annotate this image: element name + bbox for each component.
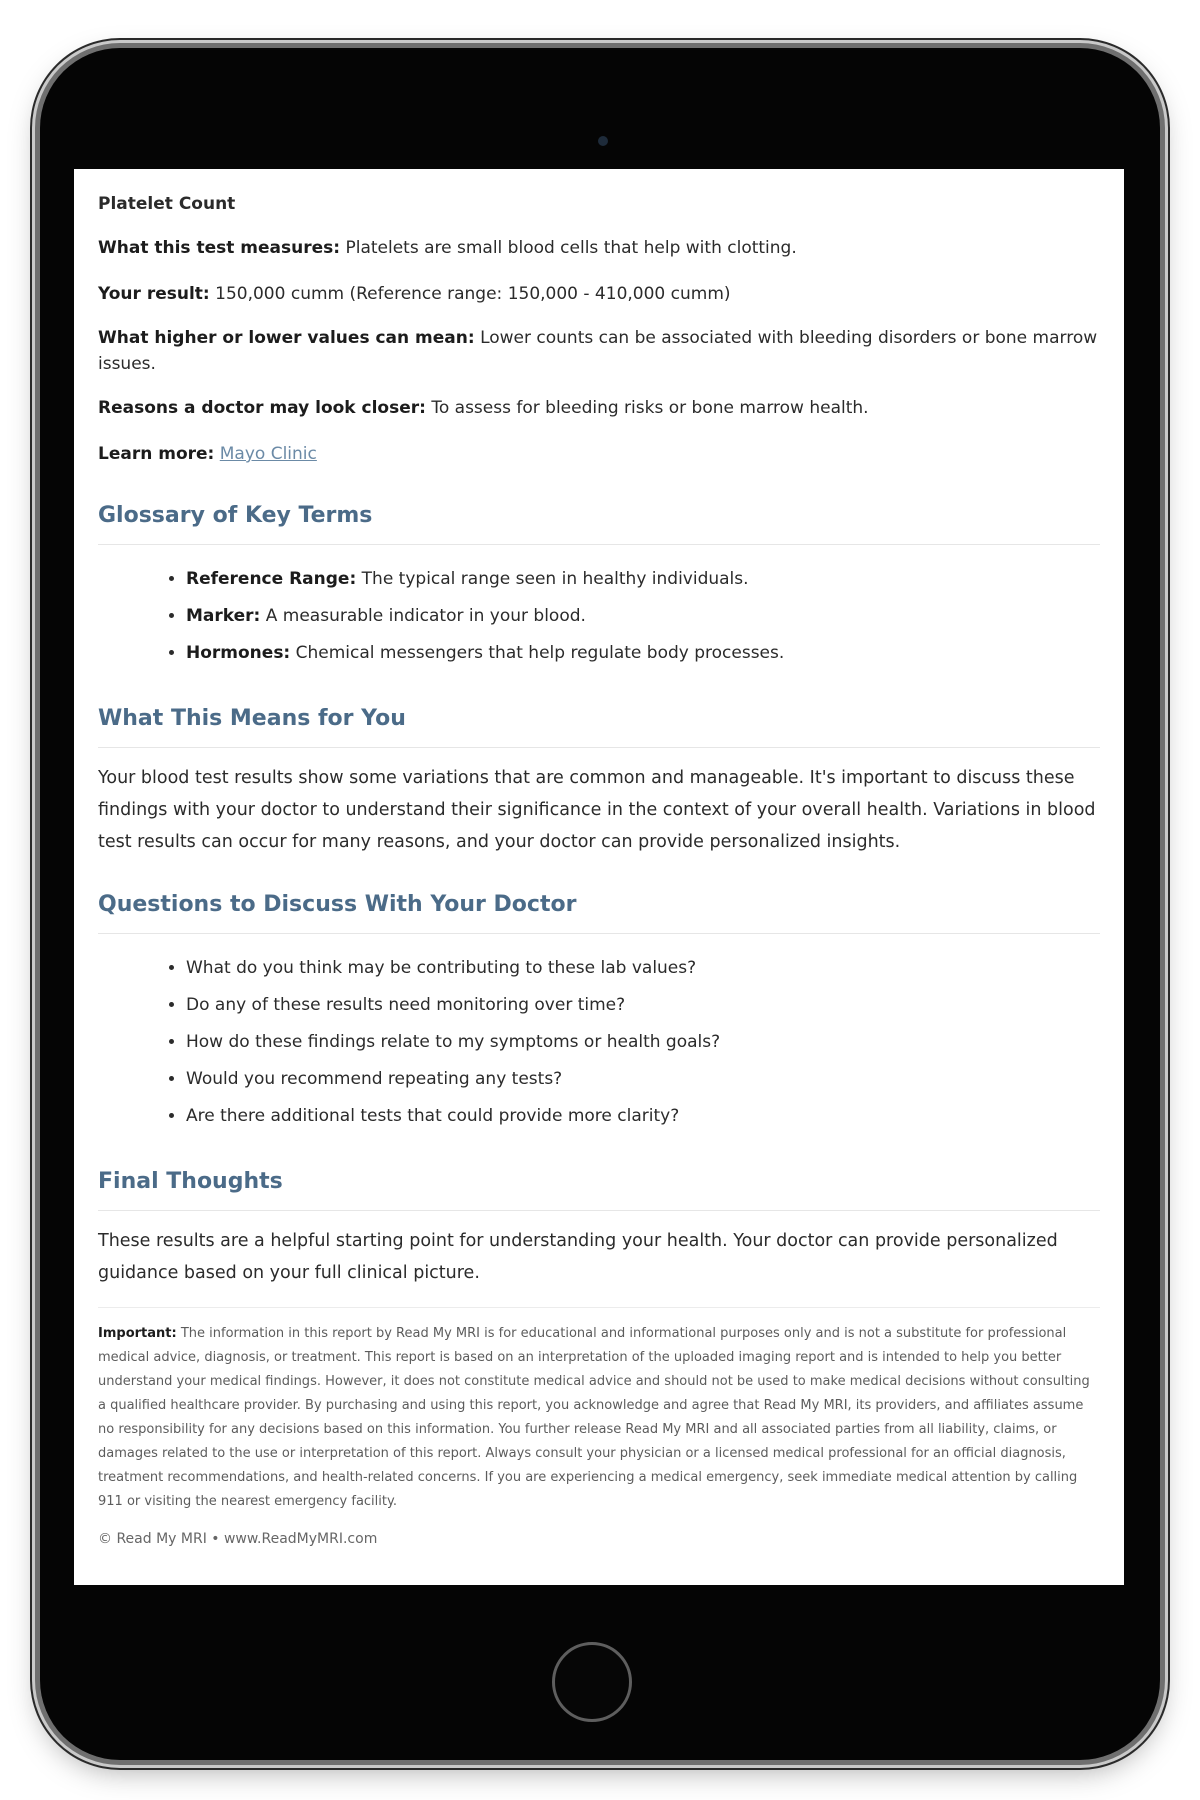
reasons-label: Reasons a doctor may look closer: [98,398,426,418]
platelet-reasons [98,393,1100,423]
meaning-label: What higher or lower values can mean: [98,328,475,348]
list-item [186,561,1100,598]
glossary-desc: Chemical messengers that help regulate body processes. [295,643,785,663]
platelet-measures [98,233,1100,263]
glossary-list [98,561,1100,672]
platelet-meaning [98,325,1100,377]
glossary-term: Reference Range: [186,569,357,589]
final-paragraph: These results are a helpful starting point for understanding your health. Your doctor can provide personalized guidance based on your full clinical picture. [98,1231,1058,1283]
list-item [186,635,1100,672]
disclaimer [98,1307,1100,1514]
list-item: • Do any of these results need monitoring over time? [186,987,1100,1024]
glossary-heading: Glossary of Key Terms [98,503,1100,545]
tablet-frame [40,48,1160,1760]
tablet-screen[interactable] [74,169,1124,1585]
list-item [186,598,1100,635]
reasons-text: To assess for bleeding risks or bone marrow health. [431,398,869,418]
questions-list [98,950,1100,1135]
meaning-text: Lower counts can be associated with bleeding disorders or bone marrow issues. [98,328,1098,374]
camera-dot [598,136,608,146]
platelet-title: Platelet Count [98,194,236,214]
footer-copyright: © Read My MRI • www.ReadMyMRI.com [98,1531,378,1547]
platelet-result [98,279,1100,309]
glossary-term: Marker: [186,606,261,626]
disclaimer-text: The information in this report by Read My MRI is for educational and informational purposes only and is not a substitute for professional medical advice, diagnosis, or treatment. This report is based on an interpretation of the uploaded imaging report and is intended to help you better understand your medical findings. However, it does not constitute medical advice and should not be used to make medical decisions without consulting a qualified healthcare provider. By purchasing and using this report, you acknowledge and agree that Read My MRI, its providers, and affiliates assume no responsibility for any decisions based on this information. You further release Read My MRI and all associated parties from all liability, claims, or damages related to the use or interpretation of this report. Always consult your physician or a licensed medical professional for an official diagnosis, treatment recommendations, and health-related concerns. If you are experiencing a medical emergency, seek immediate medical attention by calling 911 or visiting the nearest emergency facility. [98,1326,1090,1509]
measures-label: What this test measures: [98,238,341,258]
glossary-desc: A measurable indicator in your blood. [265,606,586,626]
glossary-desc: The typical range seen in healthy individuals. [361,569,749,589]
questions-heading: Questions to Discuss With Your Doctor [98,892,1100,934]
measures-text: Platelets are small blood cells that help with clotting. [345,238,797,258]
meaning-heading: What This Means for You [98,706,1100,748]
disclaimer-label: Important: [98,1326,177,1341]
report-content [74,169,1124,1554]
list-item: • How do these findings relate to my symptoms or health goals? [186,1024,1100,1061]
platelet-learn-more [98,439,1100,469]
meaning-paragraph: Your blood test results show some variations that are common and manageable. It's important to discuss these findings with your doctor to understand their significance in the context of your overall health. Variations in blood test results can occur for many reasons, and your doctor can provide personalized insights. [98,768,1096,852]
learn-label: Learn more: [98,444,215,464]
mayo-clinic-link[interactable]: Mayo Clinic [219,444,317,464]
result-text: 150,000 cumm (Reference range: 150,000 - 410,000 cumm) [215,284,731,304]
list-item: • What do you think may be contributing to these lab values? [186,950,1100,987]
glossary-term: Hormones: [186,643,291,663]
list-item: • Are there additional tests that could provide more clarity? [186,1098,1100,1135]
list-item: • Would you recommend repeating any tests? [186,1061,1100,1098]
result-label: Your result: [98,284,210,304]
home-button[interactable] [552,1642,632,1722]
final-heading: Final Thoughts [98,1169,1100,1211]
